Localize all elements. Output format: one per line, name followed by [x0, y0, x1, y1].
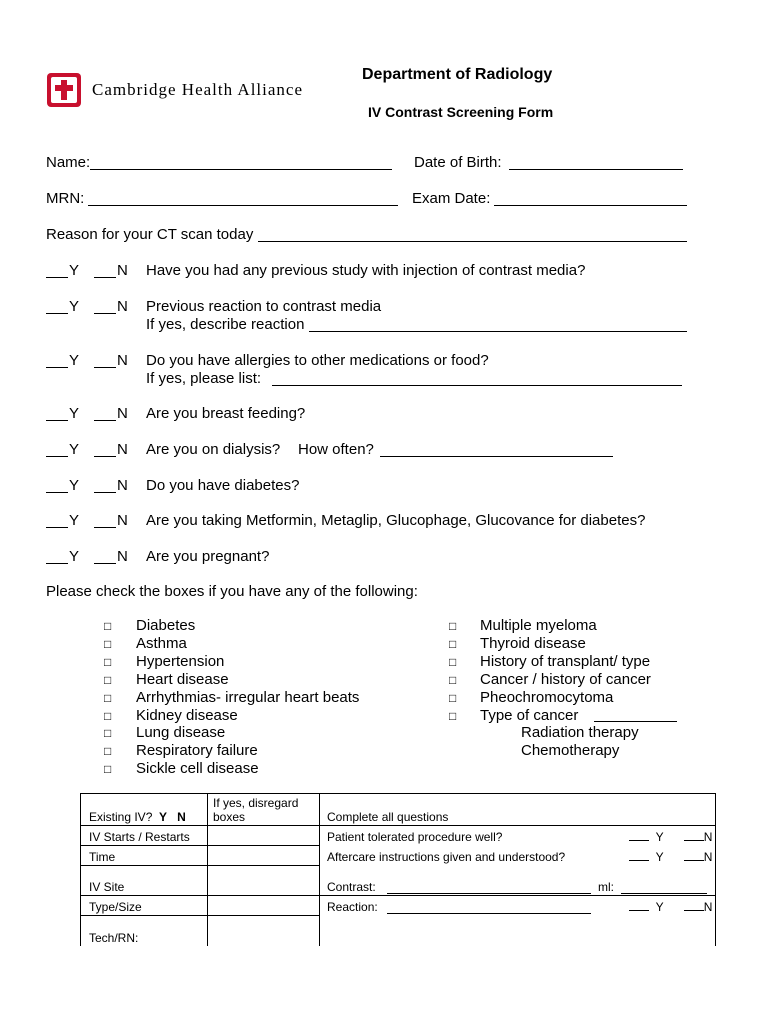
- contrast-field[interactable]: [387, 879, 591, 894]
- reaction-yn: [629, 900, 712, 914]
- reason-field[interactable]: [258, 225, 687, 242]
- condition-label: Kidney disease: [136, 706, 238, 724]
- existing-iv-text: Existing IV?: [89, 810, 153, 824]
- condition-label: Sickle cell disease: [136, 760, 259, 778]
- reason-label: Reason for your CT scan today: [46, 226, 254, 243]
- checkbox-icon[interactable]: □: [104, 762, 112, 777]
- time-label: Time: [89, 850, 116, 864]
- condition-label: Lung disease: [136, 724, 226, 742]
- table-divider: [319, 794, 320, 946]
- tolerated-yn: [629, 830, 712, 844]
- checkbox-icon[interactable]: □: [104, 672, 112, 687]
- table-rule: [81, 865, 319, 866]
- no-blank[interactable]: [94, 297, 116, 314]
- tolerated-yes-label: Y: [655, 830, 664, 844]
- condition-label: Cancer / history of cancer: [480, 670, 651, 688]
- no-label: N: [117, 512, 128, 529]
- question-text: Are you on dialysis?: [146, 441, 281, 458]
- question-text: Are you taking Metformin, Metaglip, Glucophage, Glucovance for diabetes?: [146, 512, 646, 529]
- name-field[interactable]: [90, 153, 392, 170]
- type-size-label: Type/Size: [89, 900, 142, 914]
- please-list-label: If yes, please list:: [146, 370, 262, 387]
- no-label: N: [117, 298, 128, 315]
- yes-blank[interactable]: [46, 297, 68, 314]
- ml-label: ml:: [598, 880, 614, 894]
- aftercare-yn: [629, 850, 712, 864]
- condition-label: Asthma: [136, 634, 187, 652]
- exam-date-field[interactable]: [494, 189, 687, 206]
- tolerated-no-blank[interactable]: [684, 840, 704, 841]
- question-text: Do you have diabetes?: [146, 477, 300, 494]
- yes-blank[interactable]: [46, 547, 68, 564]
- no-blank[interactable]: [94, 351, 116, 368]
- form-title: IV Contrast Screening Form: [368, 104, 554, 120]
- exam-date-label: Exam Date:: [412, 190, 491, 207]
- checklist-intro: Please check the boxes if you have any of the following:: [46, 583, 418, 600]
- question-text: Have you had any previous study with injection of contrast media?: [146, 262, 586, 279]
- aftercare-yes-label: Y: [655, 850, 664, 864]
- mrn-label: MRN:: [46, 190, 85, 207]
- cancer-type-field[interactable]: [594, 706, 677, 722]
- question-text: Are you breast feeding?: [146, 405, 306, 422]
- checkbox-icon[interactable]: □: [449, 672, 457, 687]
- complete-all-label: Complete all questions: [327, 810, 449, 824]
- yes-label: Y: [69, 298, 80, 315]
- describe-reaction-label: If yes, describe reaction: [146, 316, 305, 333]
- no-blank[interactable]: [94, 547, 116, 564]
- checkbox-icon[interactable]: □: [104, 690, 112, 705]
- logo-text: Cambridge Health Alliance: [92, 80, 303, 99]
- checkbox-icon[interactable]: □: [449, 636, 457, 651]
- yes-blank[interactable]: [46, 404, 68, 421]
- ml-field[interactable]: [621, 879, 707, 894]
- no-blank[interactable]: [94, 261, 116, 278]
- no-blank[interactable]: [94, 511, 116, 528]
- table-divider: [207, 794, 208, 946]
- no-label: N: [117, 405, 128, 422]
- existing-iv-no[interactable]: N: [177, 810, 186, 824]
- tolerated-question: Patient tolerated procedure well?: [327, 830, 503, 844]
- no-blank[interactable]: [94, 440, 116, 457]
- reaction-no-blank[interactable]: [684, 910, 704, 911]
- cross-logo-icon: [46, 72, 82, 108]
- yes-blank[interactable]: [46, 351, 68, 368]
- reaction-label: Reaction:: [327, 900, 378, 914]
- no-label: N: [117, 548, 128, 565]
- dob-field[interactable]: [509, 153, 683, 170]
- question-text: Do you have allergies to other medications or food?: [146, 352, 489, 369]
- existing-iv-yes[interactable]: Y: [159, 810, 168, 824]
- tech-rn-label: Tech/RN:: [89, 931, 139, 945]
- yes-label: Y: [69, 405, 80, 422]
- procedure-table: [80, 793, 716, 946]
- dob-label: Date of Birth:: [414, 154, 502, 171]
- question-text: Are you pregnant?: [146, 548, 270, 565]
- reaction-yes-label: Y: [655, 900, 664, 914]
- mrn-field[interactable]: [88, 189, 398, 206]
- checkbox-icon[interactable]: □: [104, 744, 112, 759]
- checkbox-icon[interactable]: □: [104, 636, 112, 651]
- condition-label: Diabetes: [136, 617, 196, 634]
- yes-blank[interactable]: [46, 476, 68, 493]
- question-text: Previous reaction to contrast media: [146, 298, 382, 315]
- existing-iv-label: [89, 810, 186, 824]
- checkbox-icon[interactable]: □: [449, 708, 457, 723]
- condition-label: Hypertension: [136, 652, 225, 670]
- checkbox-icon[interactable]: □: [104, 726, 112, 741]
- how-often-field[interactable]: [380, 440, 613, 457]
- radiation-therapy-label: Radiation therapy: [521, 724, 639, 741]
- tolerated-yes-blank[interactable]: [629, 840, 649, 841]
- condition-label: Thyroid disease: [480, 634, 586, 652]
- condition-label: Type of cancer: [480, 706, 579, 724]
- checkbox-icon[interactable]: □: [449, 690, 457, 705]
- aftercare-no-blank[interactable]: [684, 860, 704, 861]
- name-label: Name:: [46, 154, 91, 171]
- yes-blank[interactable]: [46, 511, 68, 528]
- if-yes-line-2: boxes: [213, 810, 246, 824]
- no-label: N: [117, 441, 128, 458]
- checkbox-icon[interactable]: □: [104, 708, 112, 723]
- reaction-yes-blank[interactable]: [629, 910, 649, 911]
- condition-label: History of transplant/ type: [480, 652, 651, 670]
- iv-site-label: IV Site: [89, 880, 125, 894]
- yes-label: Y: [69, 477, 80, 494]
- yes-label: Y: [69, 441, 80, 458]
- condition-label: Pheochromocytoma: [480, 688, 614, 706]
- checkbox-icon[interactable]: □: [104, 619, 112, 633]
- condition-label: Multiple myeloma: [480, 617, 597, 634]
- contrast-label: Contrast:: [327, 880, 376, 894]
- aftercare-no-label: N: [703, 850, 713, 864]
- reaction-no-label: N: [703, 900, 713, 914]
- condition-label: Heart disease: [136, 670, 229, 688]
- table-rule: [81, 845, 319, 846]
- iv-starts-label: IV Starts / Restarts: [89, 830, 190, 844]
- yes-blank[interactable]: [46, 261, 68, 278]
- table-rule: [81, 825, 319, 826]
- yes-label: Y: [69, 352, 80, 369]
- checkbox-icon[interactable]: □: [449, 619, 457, 633]
- condition-label: Respiratory failure: [136, 742, 258, 760]
- reaction-field[interactable]: [387, 899, 591, 914]
- table-rule: [81, 915, 319, 916]
- table-rule: [81, 895, 319, 896]
- aftercare-yes-blank[interactable]: [629, 860, 649, 861]
- table-rule: [319, 825, 715, 826]
- yes-label: Y: [69, 512, 80, 529]
- allergies-list-field[interactable]: [272, 369, 682, 386]
- department-title: Department of Radiology: [362, 66, 553, 83]
- checkbox-icon[interactable]: □: [104, 654, 112, 669]
- condition-label: Arrhythmias- irregular heart beats: [136, 688, 360, 706]
- tolerated-no-label: N: [703, 830, 713, 844]
- checkbox-icon[interactable]: □: [449, 654, 457, 669]
- no-label: N: [117, 262, 128, 279]
- yes-label: Y: [69, 262, 80, 279]
- chemotherapy-label: Chemotherapy: [521, 742, 620, 759]
- no-blank[interactable]: [94, 404, 116, 421]
- if-yes-line-1: If yes, disregard: [213, 796, 299, 810]
- aftercare-question: Aftercare instructions given and understood?: [327, 850, 566, 864]
- how-often-label: How often?: [298, 441, 374, 458]
- no-label: N: [117, 352, 128, 369]
- table-rule: [319, 895, 715, 896]
- describe-reaction-field[interactable]: [309, 315, 687, 332]
- yes-blank[interactable]: [46, 440, 68, 457]
- no-blank[interactable]: [94, 476, 116, 493]
- yes-label: Y: [69, 548, 80, 565]
- no-label: N: [117, 477, 128, 494]
